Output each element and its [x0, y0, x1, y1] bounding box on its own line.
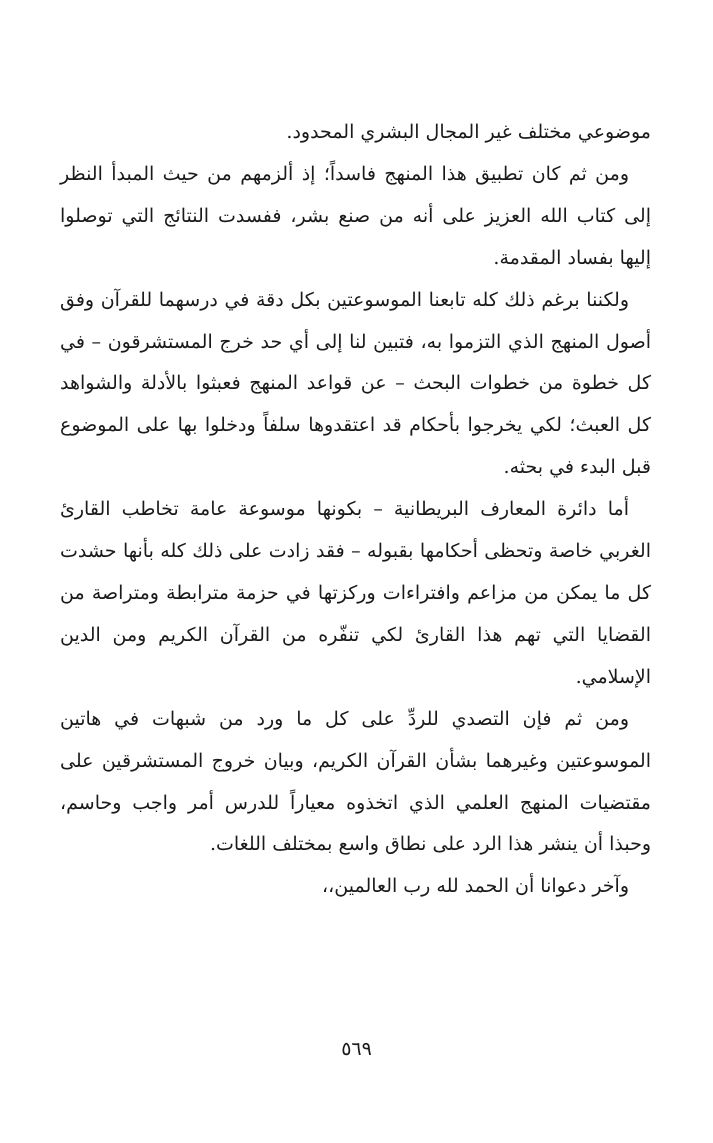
paragraph: أما دائرة المعارف البريطانية – بكونها موسوعة عامة تخاطب القارئ الغربي خاصة وتحظى أحكامها بقبوله – فقد زادت على ذلك كله بأنها حشدت كل ما يمكن من مزاعم وافتراءات وركزتها في حزمة مترابطة ومتراصة من القضايا التي تهم هذا القارئ لكي تنفّره من القرآن الكريم ومن الدين الإسلامي.: [60, 498, 651, 688]
paragraph-continuation: موضوعي مختلف غير المجال البشري المحدود.: [286, 121, 651, 143]
paragraph: ومن ثم فإن التصدي للردِّ على كل ما ورد من شبهات في هاتين الموسوعتين وغيرهما بشأن القرآن الكريم، وبيان خروج المستشرقين على مقتضيات المنهج العلمي الذي اتخذوه معياراً للدرس أمر واجب وحاسم، وحبذا أن ينشر هذا الرد على نطاق واسع بمختلف اللغات.: [60, 707, 651, 856]
body-text: [60, 112, 651, 908]
page-number: ٥٦٩: [341, 1038, 372, 1060]
closing-line: وآخر دعوانا أن الحمد لله رب العالمين،،: [322, 875, 629, 898]
paragraph: ومن ثم كان تطبيق هذا المنهج فاسداً؛ إذ ألزمهم من حيث المبدأ النظر إلى كتاب الله العزيز على أنه من صنع بشر، ففسدت النتائج التي توصلوا إليها بفساد المقدمة.: [60, 162, 651, 269]
paragraph: ولكننا برغم ذلك كله تابعنا الموسوعتين بكل دقة في درسهما للقرآن وفق أصول المنهج الذي التزموا به، فتبين لنا إلى أي حد خرج المستشرقون – في كل خطوة من خطوات البحث – عن قواعد المنهج فعبثوا بالأدلة والشواهد كل العبث؛ لكي يخرجوا بأحكام قد اعتقدوها سلفاً ودخلوا بها على الموضوع قبل البدء في بحثه.: [60, 288, 651, 479]
